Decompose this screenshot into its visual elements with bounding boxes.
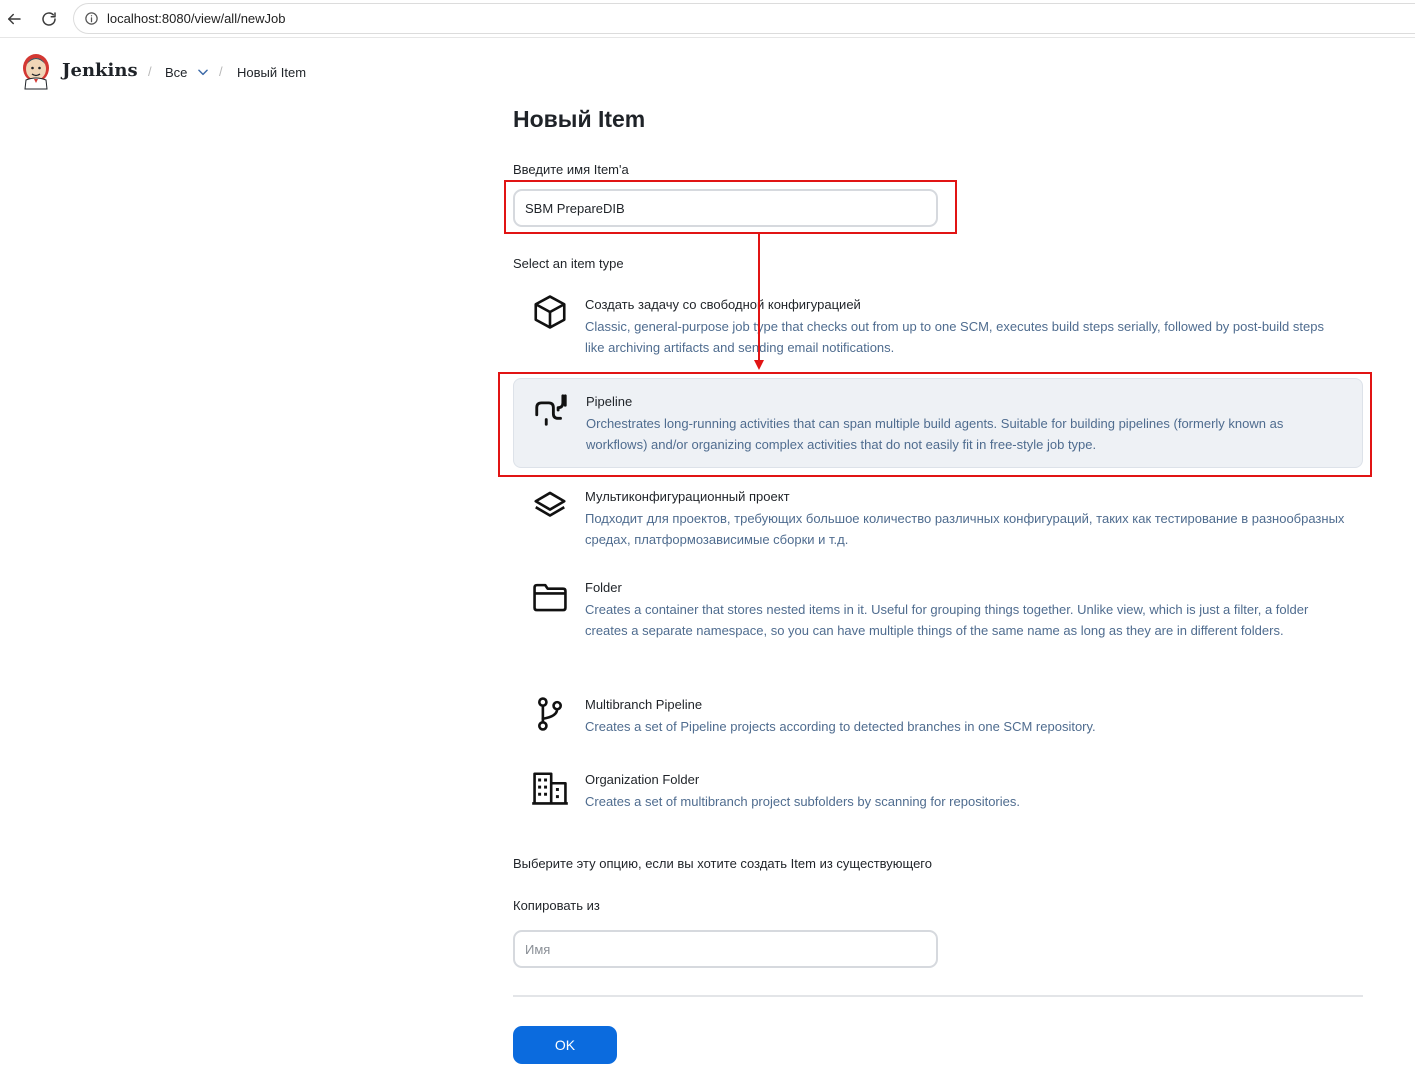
building-icon xyxy=(531,769,569,807)
annotation-arrow-icon xyxy=(750,234,770,374)
item-type-title: Organization Folder xyxy=(585,772,700,787)
ok-button[interactable]: OK xyxy=(513,1026,617,1064)
layers-icon xyxy=(531,487,569,525)
item-type-description: Creates a set of Pipeline projects according to detected branches in one SCM repository. xyxy=(585,719,1096,734)
item-type-title: Pipeline xyxy=(586,394,633,409)
copy-from-hint: Выберите эту опцию, если вы хотите создать Item из существующего xyxy=(513,856,932,871)
item-type-description: Creates a container that stores nested items in it. Useful for grouping things together. Unlike view, which is just a filter, a folder creates a separate namespace, so you can have multiple things of the same name as long as they are in different folders. xyxy=(585,602,1309,638)
item-type-title: Создать задачу со свободной конфигурацией xyxy=(585,297,861,312)
divider xyxy=(513,995,1363,997)
item-type-folder[interactable] xyxy=(513,571,1363,667)
jenkins-brand[interactable]: Jenkins xyxy=(62,60,138,81)
item-type-title: Multibranch Pipeline xyxy=(585,697,703,712)
chevron-down-icon[interactable] xyxy=(196,65,210,79)
item-type-freestyle[interactable] xyxy=(513,288,1363,364)
annotation-highlight-pipeline xyxy=(498,372,1372,477)
back-arrow-icon[interactable] xyxy=(2,7,26,31)
item-type-label: Select an item type xyxy=(513,256,624,271)
item-type-multibranch[interactable] xyxy=(513,688,1363,748)
browser-toolbar xyxy=(0,0,1415,38)
breadcrumb-current: Новый Item xyxy=(237,65,307,80)
item-type-title: Folder xyxy=(585,580,622,595)
jenkins-header xyxy=(0,40,1415,104)
item-type-description: Подходит для проектов, требующих большое количество различных конфигураций, таких как тестирование в разнообразных средах, платформозависимые сборки и т.д. xyxy=(585,511,1345,547)
item-type-description: Creates a set of multibranch project subfolders by scanning for repositories. xyxy=(585,794,1020,809)
reload-icon[interactable] xyxy=(37,7,61,31)
breadcrumb-separator: / xyxy=(219,64,223,79)
info-icon[interactable] xyxy=(84,11,99,26)
jenkins-logo-icon[interactable] xyxy=(20,52,52,90)
breadcrumb-separator: / xyxy=(148,64,152,79)
git-branch-icon xyxy=(531,695,569,733)
url-text: localhost:8080/view/all/newJob xyxy=(107,11,286,26)
item-name-label: Введите имя Item'a xyxy=(513,162,629,177)
item-type-description: Classic, general-purpose job type that checks out from up to one SCM, executes build steps serially, followed by post-build steps like archiving artifacts and sending email notifications. xyxy=(585,319,1324,355)
annotation-highlight-name xyxy=(504,180,957,234)
folder-icon xyxy=(531,578,569,616)
item-type-multiconfig[interactable] xyxy=(513,480,1363,556)
item-type-title: Мультиконфигурационный проект xyxy=(585,489,790,504)
address-bar[interactable] xyxy=(73,3,1415,34)
item-type-organization-folder[interactable] xyxy=(513,763,1363,823)
copy-from-input[interactable] xyxy=(513,930,938,968)
page-title: Новый Item xyxy=(513,106,646,132)
box-icon xyxy=(531,293,569,331)
breadcrumb-all[interactable]: Все xyxy=(165,65,188,80)
item-type-description: Orchestrates long-running activities that can span multiple build agents. Suitable for building pipelines (formerly known as workflows) and/or organizing complex activities that do not easily fit in free-style job type. xyxy=(586,416,1284,452)
copy-from-label: Копировать из xyxy=(513,898,600,913)
